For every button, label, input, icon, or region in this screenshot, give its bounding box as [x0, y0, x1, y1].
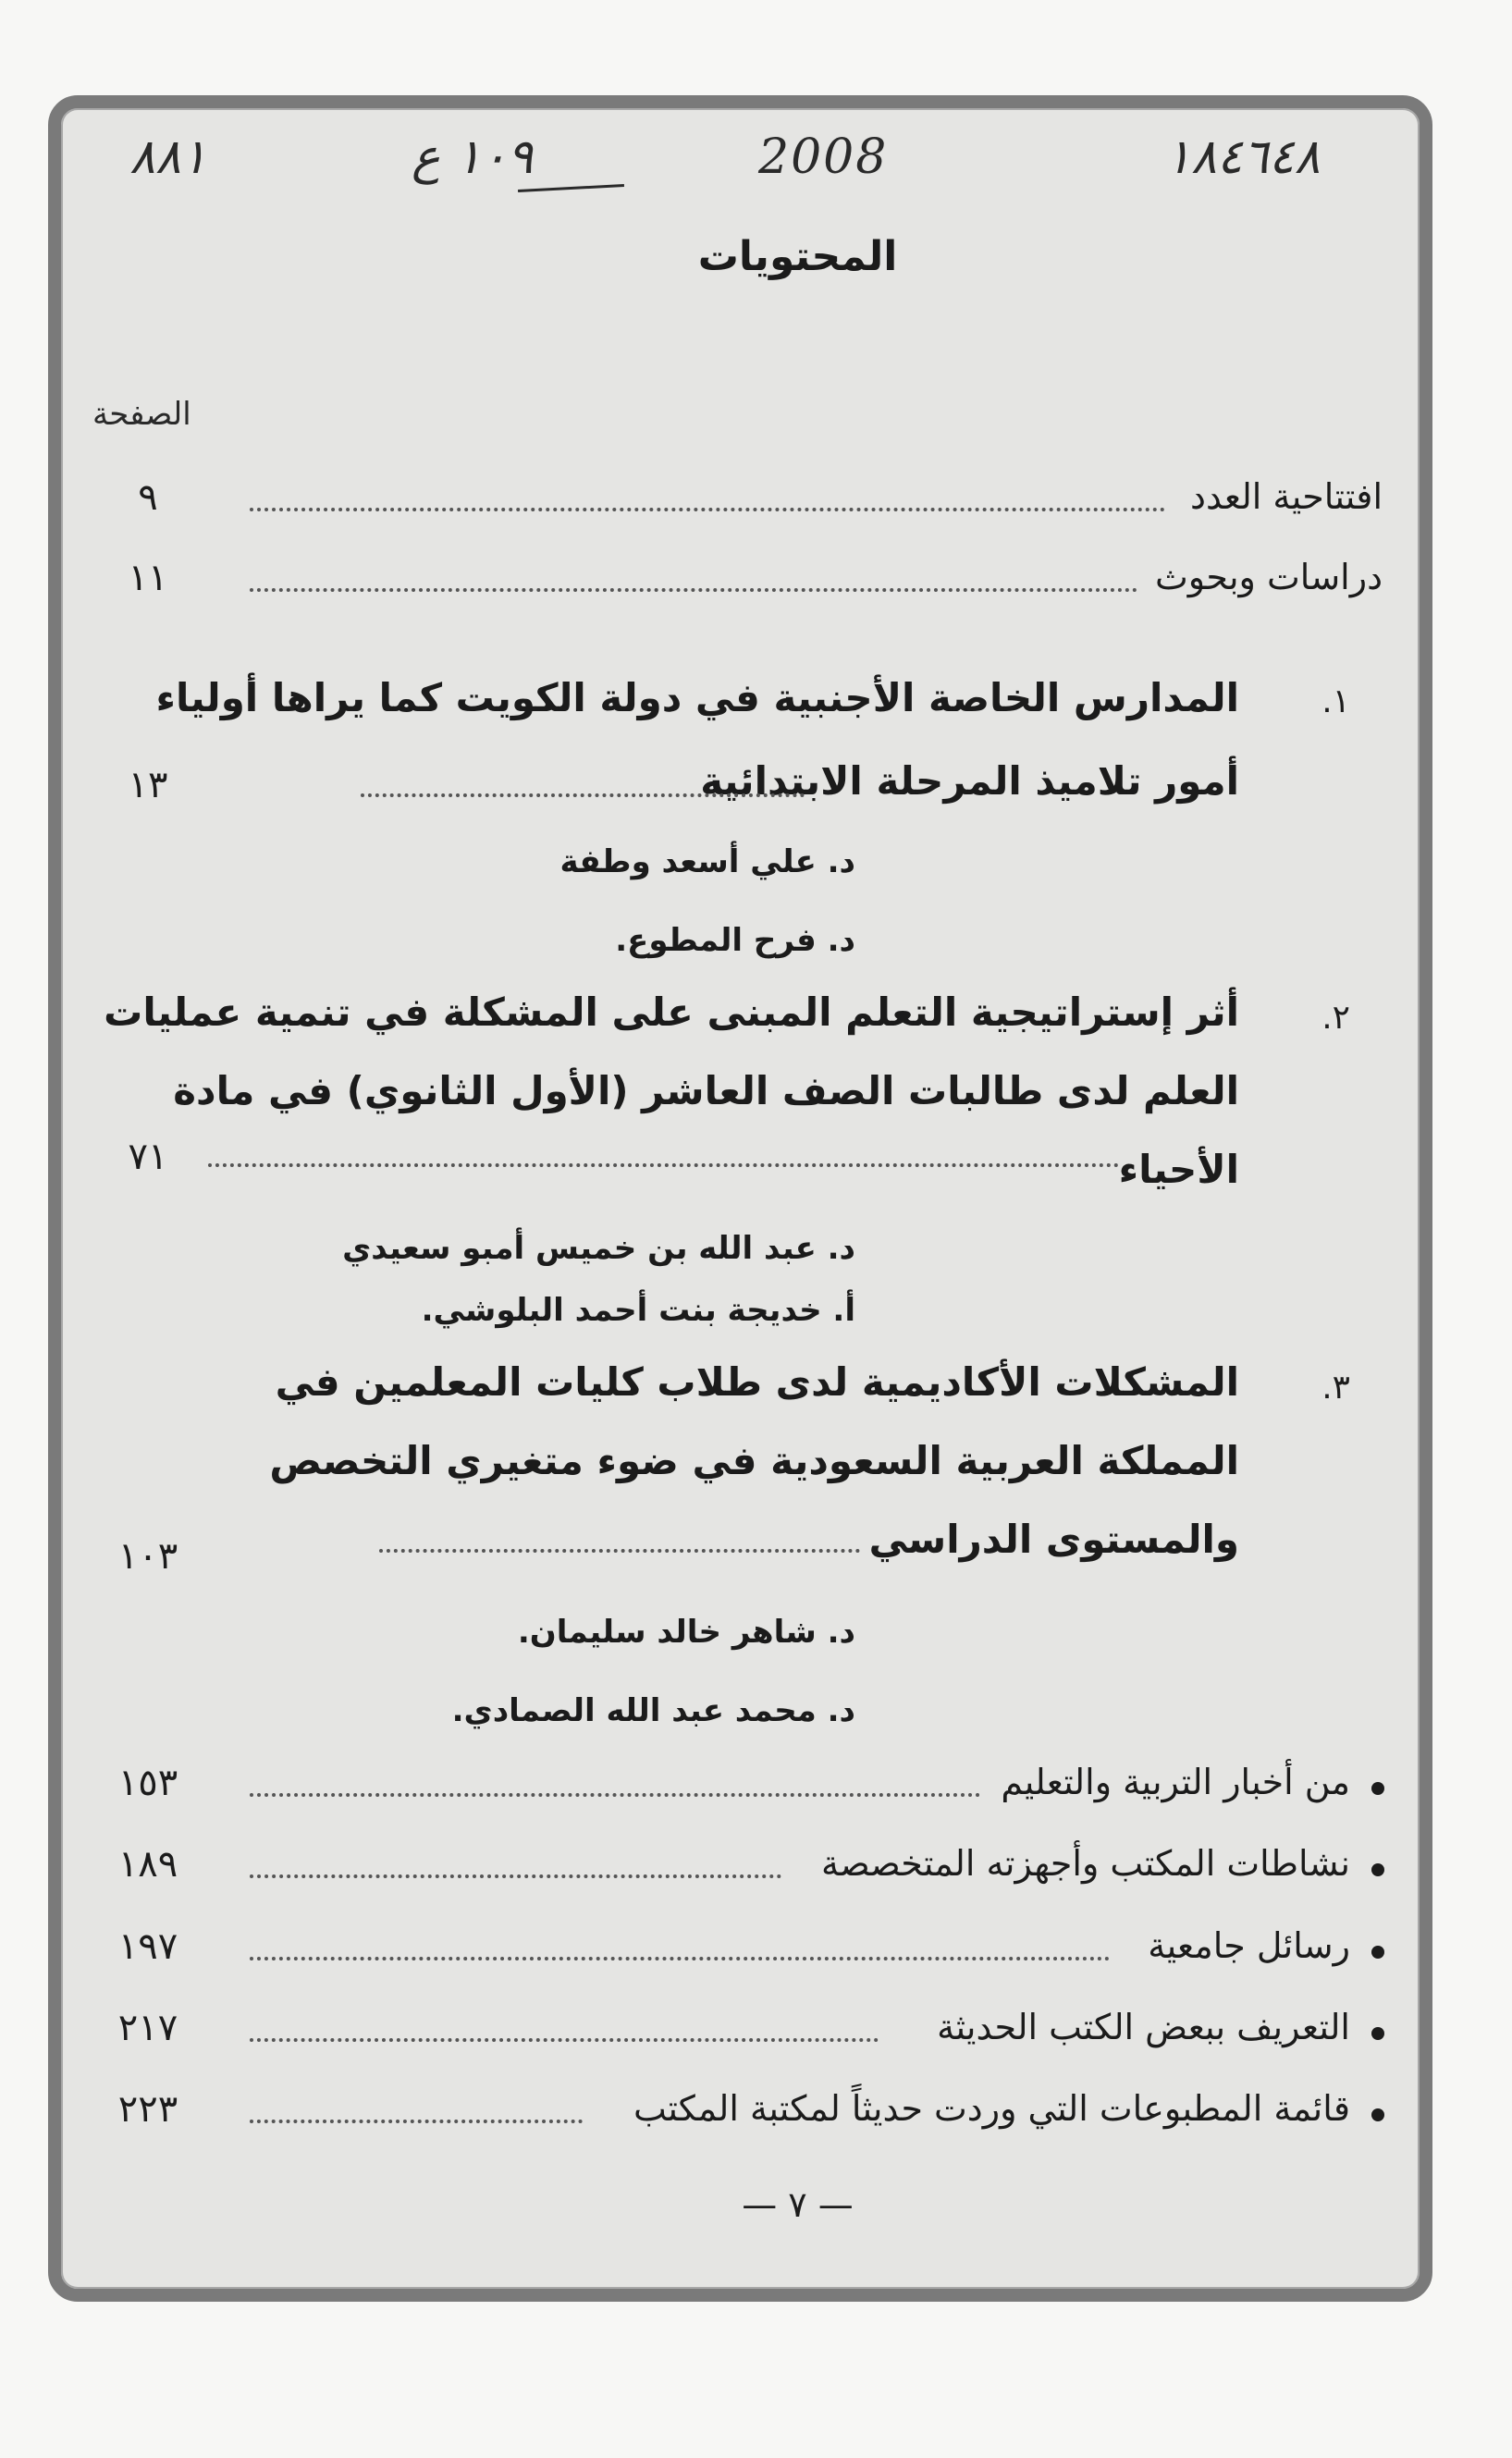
handwritten-note-4: ٨٨١ [129, 129, 207, 185]
article-title-line: العلم لدى طالبات الصف العاشر (الأول الثانوي) في مادة [173, 1068, 1239, 1113]
toc-section-title: نشاطات المكتب وأجهزته المتخصصة [821, 1843, 1350, 1884]
article-page: ١٠٣ [117, 1535, 178, 1578]
leader-dots [379, 1549, 860, 1553]
article-author: د. علي أسعد وطفة [559, 843, 855, 880]
toc-entry[interactable] [0, 557, 1512, 612]
article-number: ٢. [1321, 999, 1350, 1037]
toc-section[interactable] [0, 2088, 1512, 2144]
leader-dots [250, 1793, 980, 1797]
toc-entry-page: ١١ [128, 557, 168, 599]
leader-dots [361, 793, 805, 797]
article-page: ١٣ [128, 764, 168, 806]
handwritten-note-3: ١٠٩ ع [412, 129, 534, 185]
toc-section-page: ٢٢٣ [117, 2088, 178, 2131]
bullet-icon [1371, 1782, 1384, 1795]
toc-section-page: ١٩٧ [117, 1925, 178, 1968]
bullet-icon [1371, 2027, 1384, 2040]
toc-entry[interactable] [0, 476, 1512, 532]
leader-dots [250, 508, 1165, 511]
toc-section[interactable] [0, 1925, 1512, 1981]
article-title-line: المشكلات الأكاديمية لدى طلاب كليات المعلمين في [275, 1359, 1239, 1405]
toc-section-page: ١٨٩ [117, 1843, 178, 1886]
leader-dots [250, 1874, 781, 1878]
toc-section[interactable] [0, 2007, 1512, 2062]
article-author: د. فرح المطوع. [615, 922, 855, 959]
bullet-icon [1371, 2108, 1384, 2121]
toc-section[interactable] [0, 1843, 1512, 1899]
article-author: د. محمد عبد الله الصمادي. [451, 1692, 855, 1729]
handwritten-note-1: ١٨٤٦٤٨ [1165, 129, 1321, 185]
toc-entry-page: ٩ [138, 476, 158, 519]
article-author: د. شاهر خالد سليمان. [517, 1614, 855, 1651]
toc-section[interactable] [0, 1762, 1512, 1817]
article-title-line: المملكة العربية السعودية في ضوء متغيري التخصص [269, 1438, 1239, 1483]
article-author: أ. خديجة بنت أحمد البلوشي. [421, 1292, 855, 1329]
toc-section-page: ٢١٧ [117, 2007, 178, 2049]
article-title-line: المدارس الخاصة الأجنبية في دولة الكويت كما يراها أولياء [155, 675, 1239, 720]
toc-section-page: ١٥٣ [117, 1762, 178, 1804]
bullet-icon [1371, 1946, 1384, 1959]
handwritten-note-2: 2008 [758, 129, 889, 185]
toc-section-title: التعريف ببعض الكتب الحديثة [937, 2007, 1350, 2047]
leader-dots [250, 1957, 1110, 1960]
page-column-header: الصفحة [92, 396, 191, 433]
article-title-line: أثر إستراتيجية التعلم المبنى على المشكلة في تنمية عمليات [104, 989, 1239, 1035]
article-number: ١. [1321, 682, 1350, 720]
article-title-line: والمستوى الدراسي [868, 1517, 1239, 1562]
leader-dots [208, 1163, 1119, 1167]
leader-dots [250, 588, 1137, 592]
toc-section-title: قائمة المطبوعات التي وردت حديثاً لمكتبة المكتب [633, 2088, 1350, 2129]
article-page: ٧١ [128, 1136, 168, 1178]
article-title-line: الأحياء [1118, 1147, 1239, 1192]
page-title: المحتويات [697, 233, 898, 280]
toc-section-title: رسائل جامعية [1148, 1925, 1350, 1966]
leader-dots [250, 2038, 879, 2042]
article-author: د. عبد الله بن خميس أمبو سعيدي [342, 1230, 855, 1267]
article-title-line: أمور تلاميذ المرحلة الابتدائية [700, 758, 1239, 804]
toc-entry-title: افتتاحية العدد [1190, 476, 1383, 517]
bullet-icon [1371, 1863, 1384, 1876]
toc-section-title: من أخبار التربية والتعليم [1001, 1762, 1350, 1802]
toc-entry-title: دراسات وبحوث [1155, 557, 1383, 597]
article-number: ٣. [1321, 1369, 1350, 1407]
leader-dots [250, 2120, 583, 2123]
page-number-footer: — ٧ — [742, 2184, 854, 2225]
